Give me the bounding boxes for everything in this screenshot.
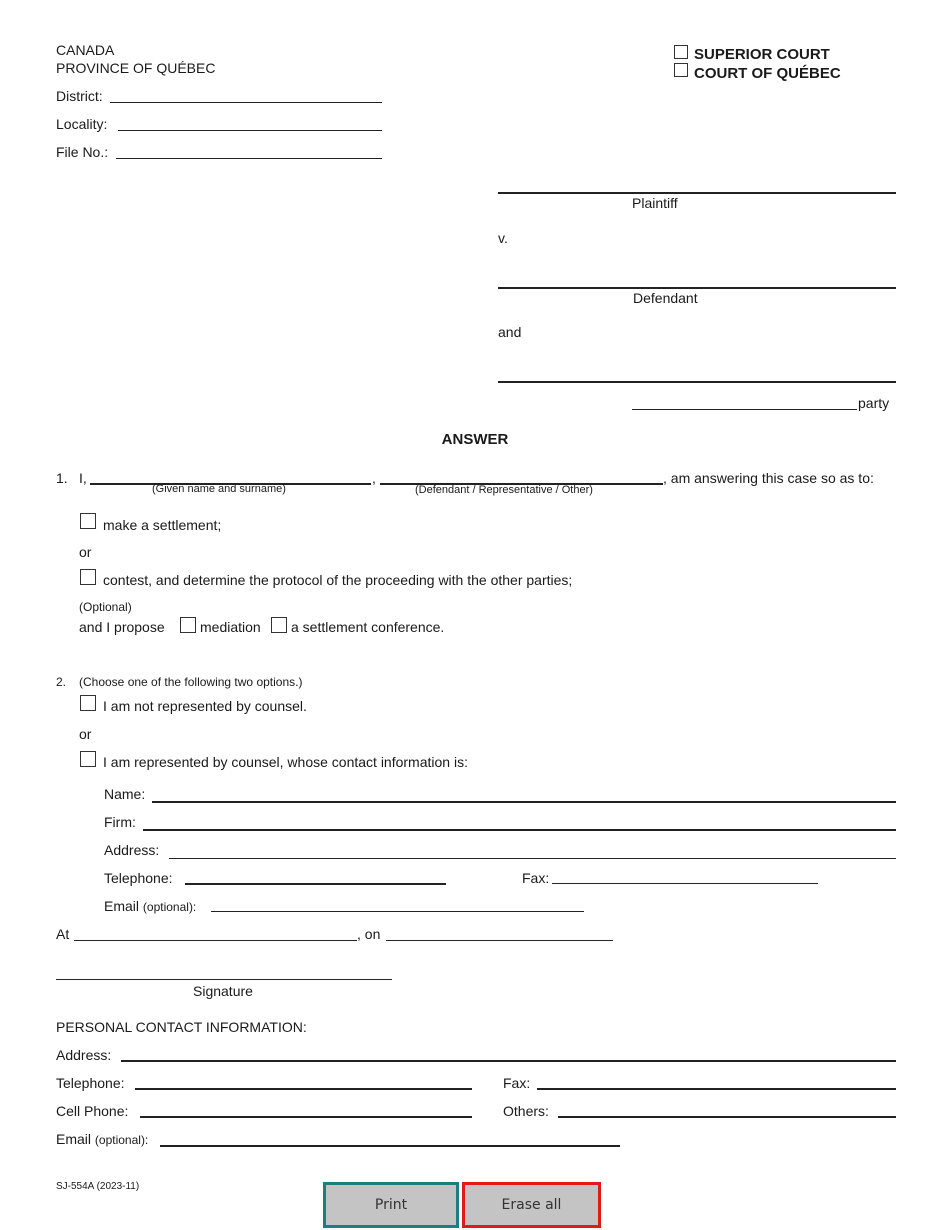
section-1-number: 1. — [56, 470, 68, 486]
and-label: and — [498, 324, 522, 340]
counsel-name-label: Name: — [104, 786, 146, 802]
personal-email-text: Email — [56, 1131, 92, 1147]
counsel-firm-label: Firm: — [104, 814, 136, 830]
personal-others-label: Others: — [503, 1103, 549, 1119]
court-of-quebec-checkbox[interactable] — [674, 63, 688, 77]
counsel-firm-field[interactable] — [143, 829, 896, 831]
mediation-checkbox[interactable] — [180, 617, 196, 633]
represented-checkbox[interactable] — [80, 751, 96, 767]
personal-address-label: Address: — [56, 1047, 112, 1063]
counsel-fax-label: Fax: — [522, 870, 550, 886]
counsel-email-field[interactable] — [211, 911, 584, 912]
section-1-intro: I, — [79, 470, 87, 486]
counsel-email-label — [104, 899, 196, 913]
counsel-email-text: Email — [104, 898, 140, 914]
not-represented-checkbox[interactable] — [80, 695, 96, 711]
section-2-number: 2. — [56, 675, 67, 689]
or-label-2: or — [79, 726, 92, 742]
role-caption: (Defendant / Representative / Other) — [415, 484, 593, 496]
party-type-field[interactable] — [632, 409, 857, 410]
counsel-email-optional: (optional): — [142, 900, 197, 914]
form-title: ANSWER — [441, 431, 509, 448]
plaintiff-label: Plaintiff — [632, 195, 678, 211]
file-no-field[interactable] — [116, 158, 382, 159]
district-field[interactable] — [110, 102, 382, 103]
settlement-checkbox[interactable] — [80, 513, 96, 529]
personal-email-field[interactable] — [160, 1145, 620, 1147]
personal-address-field[interactable] — [121, 1060, 896, 1062]
section-2-instruction: (Choose one of the following two options.) — [79, 675, 303, 689]
settlement-label: make a settlement; — [103, 517, 222, 533]
comma-separator: , — [372, 470, 376, 486]
erase-all-button[interactable]: Erase all — [462, 1182, 601, 1228]
form-code: SJ-554A (2023-11) — [56, 1181, 140, 1192]
answer-text: , am answering this case so as to: — [663, 470, 874, 486]
superior-court-label: SUPERIOR COURT — [694, 46, 830, 63]
personal-fax-label: Fax: — [503, 1075, 531, 1091]
signature-field[interactable] — [56, 979, 392, 980]
on-label: , on — [357, 926, 381, 942]
settlement-conference-checkbox[interactable] — [271, 617, 287, 633]
locality-label: Locality: — [56, 116, 108, 132]
given-name-caption: (Given name and surname) — [152, 483, 286, 495]
contest-label: contest, and determine the protocol of the proceeding with the other parties; — [103, 572, 573, 588]
personal-cell-label: Cell Phone: — [56, 1103, 129, 1119]
optional-label: (Optional) — [79, 600, 132, 614]
at-label: At — [56, 926, 70, 942]
versus-label: v. — [498, 230, 508, 246]
represented-label: I am represented by counsel, whose contact information is: — [103, 754, 468, 770]
personal-fax-field[interactable] — [537, 1088, 896, 1090]
personal-email-optional: (optional): — [94, 1133, 149, 1147]
propose-label: and I propose — [79, 619, 165, 635]
personal-telephone-label: Telephone: — [56, 1075, 125, 1091]
counsel-telephone-label: Telephone: — [104, 870, 173, 886]
party-label: party — [858, 395, 890, 411]
personal-heading: PERSONAL CONTACT INFORMATION: — [56, 1019, 307, 1035]
personal-cell-field[interactable] — [140, 1116, 472, 1118]
district-label: District: — [56, 88, 103, 104]
other-party-field[interactable] — [498, 381, 896, 383]
contest-checkbox[interactable] — [80, 569, 96, 585]
settlement-conference-label: a settlement conference. — [291, 619, 445, 635]
counsel-name-field[interactable] — [152, 801, 896, 803]
court-of-quebec-label: COURT OF QUÉBEC — [694, 65, 841, 82]
date-field[interactable] — [386, 940, 613, 941]
province-label: PROVINCE OF QUÉBEC — [56, 60, 216, 76]
counsel-fax-field[interactable] — [552, 883, 818, 884]
locality-field[interactable] — [118, 130, 382, 131]
not-represented-label: I am not represented by counsel. — [103, 698, 307, 714]
mediation-label: mediation — [200, 619, 261, 635]
plaintiff-field[interactable] — [498, 192, 896, 194]
superior-court-checkbox[interactable] — [674, 45, 688, 59]
signature-label: Signature — [193, 983, 253, 999]
counsel-telephone-field[interactable] — [185, 883, 446, 885]
counsel-address-field[interactable] — [169, 858, 896, 859]
defendant-field[interactable] — [498, 287, 896, 289]
print-button[interactable]: Print — [323, 1182, 459, 1228]
counsel-address-label: Address: — [104, 842, 160, 858]
country-label: CANADA — [56, 42, 115, 58]
personal-others-field[interactable] — [558, 1116, 896, 1118]
or-label-1: or — [79, 544, 92, 560]
personal-email-label — [56, 1132, 148, 1146]
place-field[interactable] — [74, 940, 357, 941]
defendant-label: Defendant — [633, 290, 698, 306]
file-no-label: File No.: — [56, 144, 109, 160]
personal-telephone-field[interactable] — [135, 1088, 472, 1090]
